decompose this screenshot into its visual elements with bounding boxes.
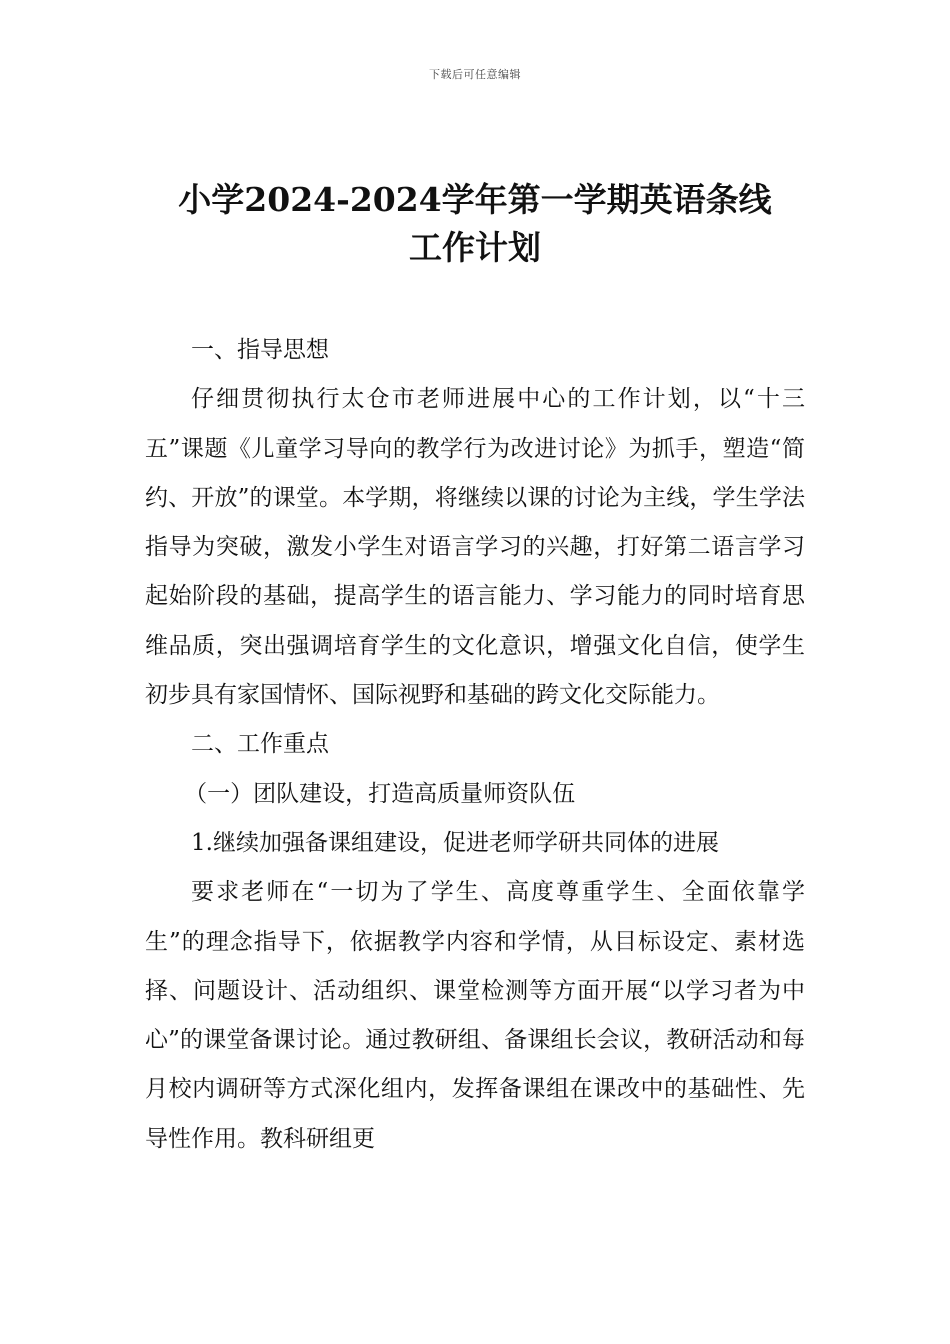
page-header: 下载后可任意编辑 bbox=[429, 68, 521, 81]
title-line-1: 小学2024-2024学年第一学期英语条线 bbox=[178, 180, 772, 219]
document-body bbox=[145, 326, 805, 1164]
subsection-heading-team-building: （一）团队建设，打造高质量师资队伍 bbox=[184, 780, 576, 807]
title-line-2: 工作计划 bbox=[409, 228, 541, 267]
section-heading-work-focus: 二、工作重点 bbox=[191, 731, 329, 758]
paragraph-guiding-ideology: 仔细贯彻执行太仓市老师进展中心的工作计划，以“十三五”课题《儿童学习导向的教学行为改进讨论》为抓手，塑造“简约、开放”的课堂。本学期，将继续以课的讨论为主线，学生学法指导为突破，激发小学生对语言学习的兴趣，打好第二语言学习起始阶段的基础，提高学生的语言能力、学习能力的同时培育思维品质，突出强调培育学生的文化意识，增强文化自信，使学生初步具有家国情怀、国际视野和基础的跨文化交际能力。 bbox=[145, 386, 805, 709]
paragraph-lesson-group: 要求老师在“一切为了学生、高度尊重学生、全面依靠学生”的理念指导下，依据教学内容和学情，从目标设定、素材选择、问题设计、活动组织、课堂检测等方面开展“以学习者为中心”的课堂备课讨论。通过教研组、备课组长会议，教研活动和每月校内调研等方式深化组内，发挥备课组在课改中的基础性、先导性作用。教科研组更 bbox=[145, 879, 805, 1152]
document-title bbox=[120, 176, 830, 272]
section-heading-guiding-ideology: 一、指导思想 bbox=[191, 337, 329, 363]
item-heading-lesson-group: 1.继续加强备课组建设，促进老师学研共同体的进展 bbox=[191, 829, 719, 856]
